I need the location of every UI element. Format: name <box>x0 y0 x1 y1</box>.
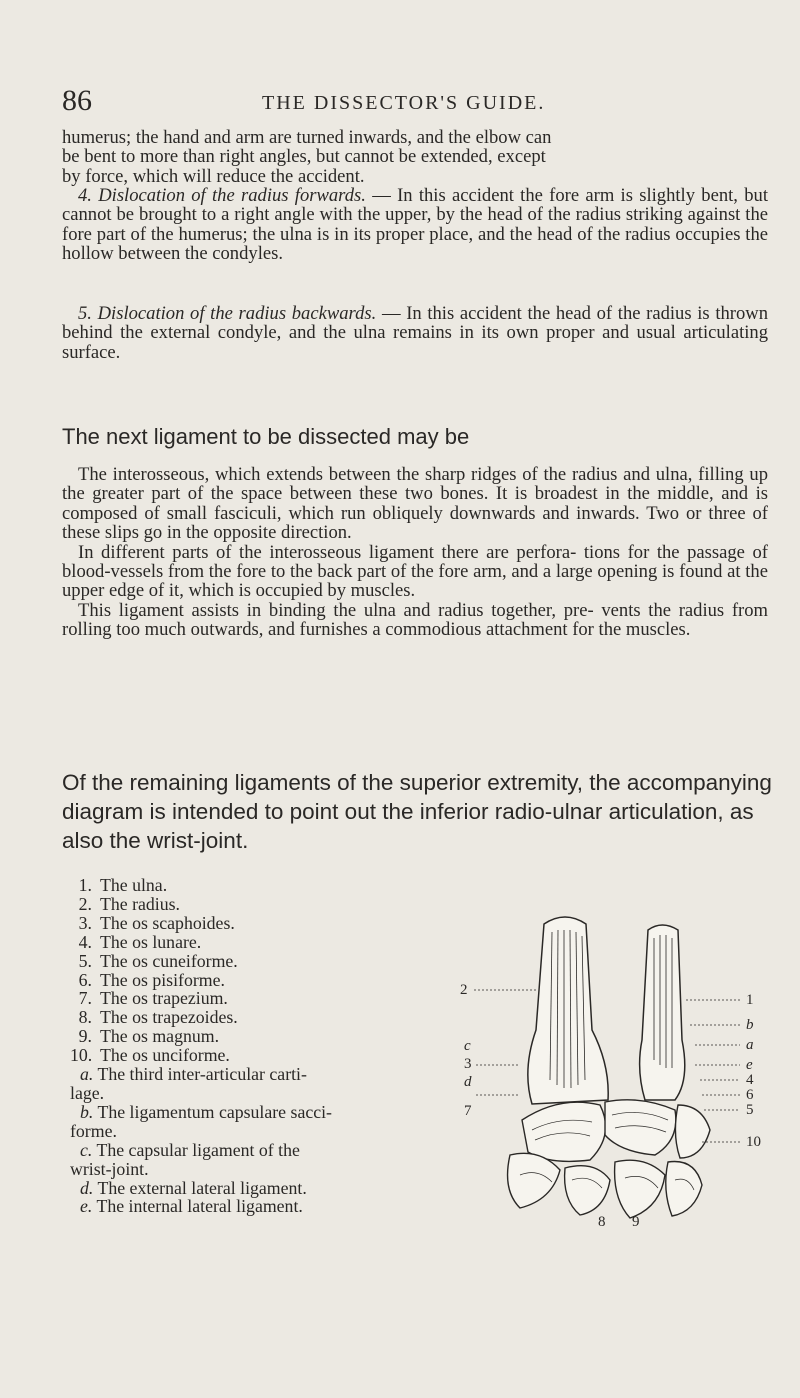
legend-item: b. The ligamentum capsulare sacci- <box>80 1101 332 1122</box>
legend-item-cont: lage. <box>70 1082 105 1103</box>
item-5-text: — In this accident the head of the radius is thrown behind the external condyle, and the ulna remains in its own proper and usual articulating surface. <box>62 303 768 363</box>
legend-item: a. The third inter-articular carti- <box>80 1064 307 1085</box>
figure-label: 1 <box>746 992 754 1008</box>
item-5-paragraph <box>62 304 768 362</box>
figure-label: 9 <box>632 1214 640 1230</box>
paragraph: In different parts of the interosseous ligament there are perfora- tions for the passage of blood-vessels from the fore to the back part of the fore arm, and a large opening is found at the upper edge of it, which is occupied by muscles. <box>62 541 768 602</box>
legend-item: 5. The os cuneiforme. <box>78 950 238 971</box>
legend-item: 10. The os unciforme. <box>70 1045 230 1066</box>
figure-label: a <box>746 1037 754 1053</box>
figure-label: 4 <box>746 1072 754 1088</box>
figure-label: 5 <box>746 1102 754 1118</box>
wrist-joint-figure <box>440 890 770 1230</box>
figure-label: 3 <box>464 1056 472 1072</box>
text-line: humerus; the hand and arm are turned inwards, and the elbow can <box>62 127 552 148</box>
figure-label: 10 <box>746 1134 761 1150</box>
radius-bone <box>528 917 608 1104</box>
figure-label: 7 <box>464 1103 472 1119</box>
item-5-heading: 5. Dislocation of the radius backwards. <box>78 303 377 324</box>
figure-label: d <box>464 1074 472 1090</box>
legend-item: 6. The os pisiforme. <box>78 969 225 990</box>
legend-item-cont: forme. <box>70 1120 117 1141</box>
legend-item: 9. The os magnum. <box>78 1026 220 1047</box>
diagram-intro: Of the remaining ligaments of the superior extremity, the accompanying diagram is intended to point out the inferior radio-ulnar articulation, as also the wrist-joint. <box>62 770 772 853</box>
legend-item: e. The internal lateral ligament. <box>80 1196 303 1217</box>
figure-label: 6 <box>746 1087 754 1103</box>
intro-paragraph <box>62 128 768 186</box>
figure-label: 2 <box>460 982 468 998</box>
running-title: THE DISSECTOR'S GUIDE. <box>262 92 546 114</box>
legend-item: c. The capsular ligament of the <box>80 1139 300 1160</box>
legend-item: 8. The os trapezoides. <box>78 1007 238 1028</box>
legend-item-cont: wrist-joint. <box>70 1158 149 1179</box>
legend-item: 3. The os scaphoides. <box>78 912 235 933</box>
section-heading: The next ligament to be dissected may be <box>62 424 470 449</box>
text-line: by force, which will reduce the accident. <box>62 165 365 187</box>
page-number: 86 <box>62 84 92 117</box>
item-4-text: — In this accident the fore arm is slightly bent, but cannot be brought to a right angle with the upper, by the head of the radius striking against the fore part of the humerus; the ulna is in its proper place, and the head of the radius occupies the hollow between the condyles. <box>62 185 768 265</box>
legend-item: 1. The ulna. <box>78 875 168 895</box>
figure-label: c <box>464 1038 471 1054</box>
wrist-diagram <box>440 890 770 1230</box>
figure-label: b <box>746 1017 754 1033</box>
paragraph: This ligament assists in binding the ulna and radius together, pre- vents the radius from rolling too much outwards, and furnishes a commodious attachment for the muscles. <box>62 599 768 641</box>
page-header <box>62 84 738 120</box>
text-line: be bent to more than right angles, but cannot be extended, except <box>62 146 546 168</box>
figure-legend <box>70 876 450 1216</box>
figure-label: 8 <box>598 1214 606 1230</box>
item-4-paragraph <box>62 186 768 264</box>
paragraph: The interosseous, which extends between the sharp ridges of the radius and ulna, filling up the greater part of the space between these two bones. It is broadest in the middle, and is composed of small fasciculi, which run obliquely downwards and inwards. Two or three of these slips go in the opposite direction. <box>62 464 768 544</box>
legend-item: 2. The radius. <box>78 893 180 914</box>
legend-item: d. The external lateral ligament. <box>80 1177 307 1198</box>
item-4-heading: 4. Dislocation of the radius forwards. <box>78 185 366 206</box>
figure-label: e <box>746 1057 753 1073</box>
ulna-bone <box>640 925 685 1100</box>
interosseous-section <box>62 465 768 640</box>
legend-item: 7. The os trapezium. <box>78 988 228 1009</box>
legend-item: 4. The os lunare. <box>78 931 202 952</box>
carpal-bones <box>508 1100 710 1218</box>
